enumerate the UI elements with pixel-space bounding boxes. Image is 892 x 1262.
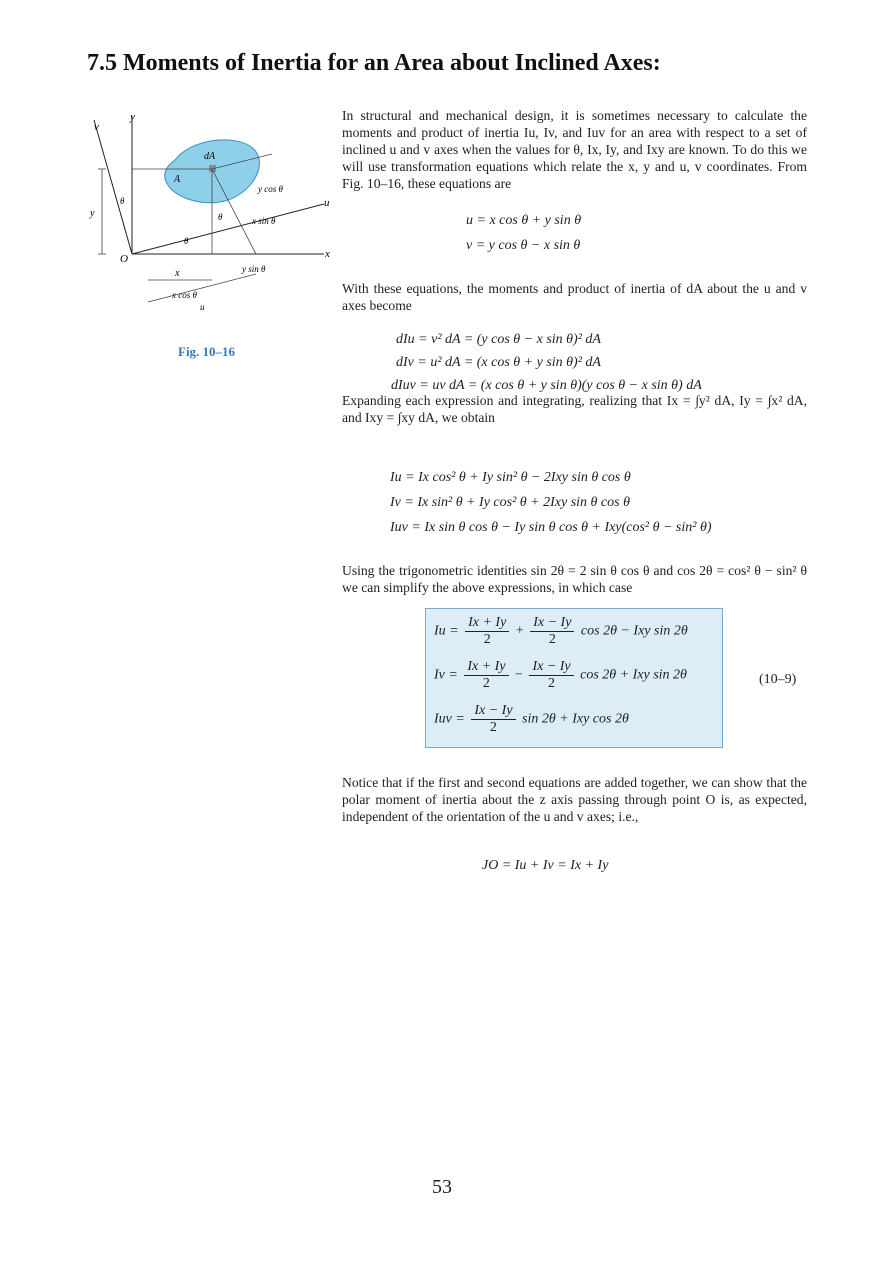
- xcos-label: x cos θ: [172, 290, 197, 300]
- box-Iu-frac1-den: 2: [483, 632, 491, 647]
- box-Iuv-lhs: Iuv =: [434, 711, 465, 727]
- box-Iv-tail: cos 2θ + Ixy sin 2θ: [580, 667, 687, 683]
- box-equation-Iu: [434, 615, 688, 648]
- ysin-label: y sin θ: [242, 264, 266, 274]
- box-Iv-frac1-num: Ix + Iy: [464, 659, 508, 676]
- box-Iu-frac1-num: Ix + Iy: [465, 615, 509, 632]
- v-axis-label: v: [94, 121, 99, 133]
- theta-label-2: θ: [184, 236, 189, 246]
- paragraph-trig: Using the trigonometric identities sin 2θ = 2 sin θ cos θ and cos 2θ = cos² θ − sin² θ we can simplify the above expressions, in which case: [342, 563, 807, 595]
- box-Iu-frac2-den: 2: [548, 632, 556, 647]
- u-axis: [132, 204, 324, 254]
- paragraph-intro: In structural and mechanical design, it is sometimes necessary to calculate the moments and product of inertia Iu, Iv, and Iuv for an area with respect to a set of inclined u and v axes when the values for θ, Ix, Iy, and Ixy are known. To do this we will use transformation equations which relate the x, y and u, v coordinates. From Fig. 10–16, these equations are: [342, 108, 807, 191]
- xsin-label: x sin θ: [252, 216, 276, 226]
- equation-number: (10–9): [759, 672, 797, 687]
- x-dim-label: x: [175, 268, 180, 279]
- box-Iuv-tail: sin 2θ + Ixy cos 2θ: [522, 711, 629, 727]
- equation-u: u = x cos θ + y sin θ: [466, 213, 582, 228]
- y-axis-label: y: [130, 112, 135, 123]
- paragraph-expanding: Expanding each expression and integrating, realizing that Ix = ∫y² dA, Iy = ∫x² dA, and Ixy = ∫xy dA, we obtain: [342, 393, 807, 425]
- box-Iv-op: −: [515, 667, 523, 683]
- box-Iu-tail: cos 2θ − Ixy sin 2θ: [580, 623, 688, 639]
- box-Iv-frac2-den: 2: [548, 676, 556, 691]
- equation-Iu-expanded: Iu = Ix cos² θ + Iy sin² θ − 2Ixy sin θ cos θ: [390, 470, 631, 485]
- equation-Iuv-expanded: Iuv = Ix sin θ cos θ − Iy sin θ cos θ + Ixy(cos² θ − sin² θ): [390, 520, 712, 535]
- box-equation-Iuv: [434, 703, 629, 736]
- box-Iv-frac1-den: 2: [482, 676, 490, 691]
- u-axis-label: u: [324, 197, 330, 209]
- box-Iuv-frac1-den: 2: [489, 720, 497, 735]
- x-axis-label: x: [325, 248, 330, 260]
- y-dim-label: y: [90, 208, 95, 219]
- paragraph-moments: With these equations, the moments and product of inertia of dA about the u and v axes become: [342, 281, 807, 313]
- theta-label-3: θ: [218, 212, 223, 222]
- equation-dIv: dIv = u² dA = (x cos θ + y sin θ)² dA: [396, 355, 601, 370]
- ycos-label: y cos θ: [258, 184, 283, 194]
- equation-dIuv: dIuv = uv dA = (x cos θ + y sin θ)(y cos θ − x sin θ) dA: [391, 378, 702, 393]
- box-Iuv-frac1-num: Ix − Iy: [471, 703, 515, 720]
- equation-v: v = y cos θ − x sin θ: [466, 238, 581, 253]
- box-Iu-frac2-num: Ix − Iy: [530, 615, 574, 632]
- origin-label: O: [120, 253, 128, 265]
- paragraph-polar: Notice that if the first and second equations are added together, we can show that the polar moment of inertia about the z axis passing through point O is, as expected, independent of the orientation of the u and v axes; i.e.,: [342, 775, 807, 824]
- v-axis: [94, 120, 132, 254]
- inclined-axes-figure: [80, 112, 342, 350]
- equation-JO: JO = Iu + Iv = Ix + Iy: [482, 858, 609, 873]
- equation-Iv-expanded: Iv = Ix sin² θ + Iy cos² θ + 2Ixy sin θ cos θ: [390, 495, 630, 510]
- box-Iv-frac2-num: Ix − Iy: [529, 659, 573, 676]
- equation-dIu: dIu = v² dA = (y cos θ − x sin θ)² dA: [396, 332, 601, 347]
- section-title: 7.5 Moments of Inertia for an Area about Inclined Axes:: [87, 50, 661, 76]
- transformation-equations-box: [425, 608, 723, 748]
- theta-label-1: θ: [120, 196, 125, 206]
- box-Iu-lhs: Iu =: [434, 623, 459, 639]
- box-Iv-lhs: Iv =: [434, 667, 458, 683]
- figure-caption: Fig. 10–16: [178, 344, 236, 359]
- page-number: 53: [432, 1176, 452, 1198]
- box-equation-Iv: [434, 659, 687, 692]
- box-Iu-op: +: [515, 623, 524, 639]
- dA-label: dA: [204, 151, 216, 162]
- u-dim-label: u: [200, 302, 205, 312]
- area-label: A: [174, 174, 181, 185]
